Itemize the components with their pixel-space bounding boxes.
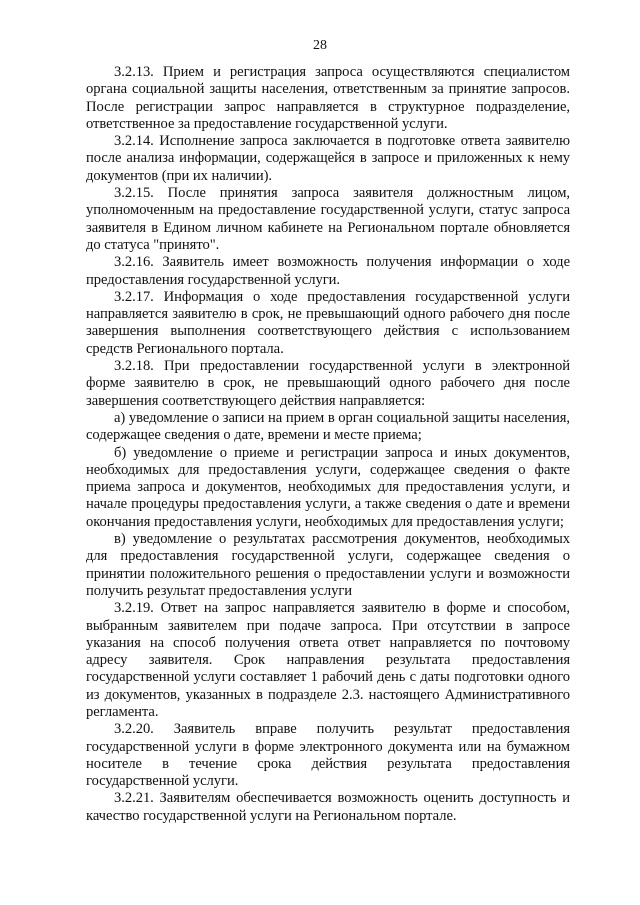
document-body: [86, 64, 570, 825]
paragraph-3-2-16: 3.2.16. Заявитель имеет возможность получения информации о ходе предоставления государственной услуги.: [86, 254, 570, 288]
paragraph-3-2-19: 3.2.19. Ответ на запрос направляется заявителю в форме и способом, выбранным заявителем при подаче запроса. При отсутствии в запросе указания на способ получения ответа ответ направляется по почтовому адресу заявителя. Срок направления результата предоставления государственной услуги составляет 1 рабочий день с даты подготовки одного из документов, указанных в подразделе 2.3. настоящего Административного регламента.: [86, 600, 570, 720]
paragraph-3-2-18: 3.2.18. При предоставлении государственной услуги в электронной форме заявителю в срок, не превышающий одного рабочего дня после завершения соответствующего действия направляется:: [86, 358, 570, 409]
paragraph-3-2-13: 3.2.13. Прием и регистрация запроса осуществляются специалистом органа социальной защиты населения, ответственным за принятие запросов. После регистрации запрос направляется в структурное подразделение, ответственное за предоставление государственной услуги.: [86, 64, 570, 132]
list-item-a: а) уведомление о записи на прием в орган социальной защиты населения, содержащее сведения о дате, времени и месте приема;: [86, 409, 570, 444]
list-item-b: б) уведомление о приеме и регистрации запроса и иных документов, необходимых для предоставления услуги, содержащее сведения о факте приема запроса и документов, необходимых для предоставления услуги, и начале процедуры предоставления услуги, а также сведения о дате и времени окончания предоставления услуги, необходимых для предоставления услуги;: [86, 444, 570, 530]
paragraph-3-2-14: 3.2.14. Исполнение запроса заключается в подготовке ответа заявителю после анализа информации, содержащейся в запросе и приложенных к нему документов (при их наличии).: [86, 133, 570, 184]
paragraph-3-2-21: 3.2.21. Заявителям обеспечивается возможность оценить доступность и качество государственной услуги на Региональном портале.: [86, 790, 570, 824]
paragraph-3-2-15: 3.2.15. После принятия запроса заявителя должностным лицом, уполномоченным на предоставление государственной услуги, статус запроса заявителя в Едином личном кабинете на Региональном портале обновляется до статуса "принято".: [86, 185, 570, 253]
page-number: 28: [313, 38, 327, 53]
list-item-v: в) уведомление о результатах рассмотрения документов, необходимых для предоставления государственной услуги, содержащее сведения о принятии положительного решения о предоставлении услуги и возможности получить результат предоставления услуги: [86, 531, 570, 599]
paragraph-3-2-17: 3.2.17. Информация о ходе предоставления государственной услуги направляется заявителю в срок, не превышающий одного рабочего дня после завершения выполнения соответствующего действия с использованием средств Регионального портала.: [86, 288, 570, 357]
paragraph-3-2-20: 3.2.20. Заявитель вправе получить результат предоставления государственной услуги в форме электронного документа или на бумажном носителе в течение срока действия результата предоставления государственной услуги.: [86, 721, 570, 790]
